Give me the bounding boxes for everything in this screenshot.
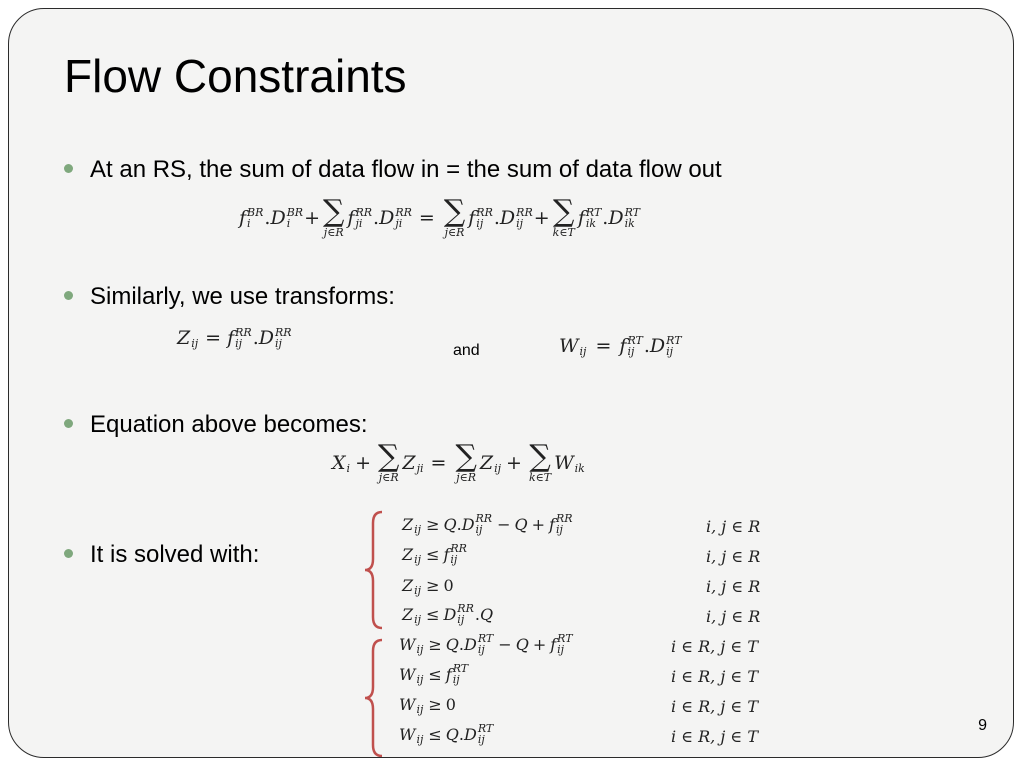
z-transform-equation: Z ij = f RR ij . D RR ij xyxy=(177,326,292,350)
bullet-item xyxy=(64,540,259,570)
w-constraint-condition: i ∈ R, j ∈ T xyxy=(671,637,758,656)
sum-symbol: ∑ j∈R xyxy=(455,439,477,484)
w-transform-equation: W ij = f RT ij . D RT ij xyxy=(559,334,682,358)
bullet-text: Similarly, we use transforms: xyxy=(90,283,395,310)
w-constraint-condition: i ∈ R, j ∈ T xyxy=(671,667,758,686)
z-constraint-condition: i, j ∈ R xyxy=(706,517,761,536)
z-constraint-row: Z ij ≥ Q . D RR ij − Q + f RR ij xyxy=(402,512,573,536)
z-constraints-brace xyxy=(362,509,386,631)
bullet-icon xyxy=(64,419,73,428)
bullet-text: At an RS, the sum of data flow in = the sum of data flow out xyxy=(90,156,722,183)
bullet-item xyxy=(64,410,368,440)
z-constraint-row: Z ij ≥ 0 xyxy=(402,575,454,597)
z-constraint-row: Z ij ≤ f RR ij xyxy=(402,542,467,566)
w-constraint-row: W ij ≤ Q . D RT ij xyxy=(399,722,494,746)
sum-symbol: ∑ k∈T xyxy=(528,439,552,484)
and-connector: and xyxy=(453,342,480,359)
slide-title: Flow Constraints xyxy=(64,50,407,102)
w-constraint-row: W ij ≥ Q . D RT ij − Q + f RT ij xyxy=(399,632,573,656)
bullet-icon xyxy=(64,291,73,300)
sum-symbol: ∑ j∈R xyxy=(377,439,400,484)
bullet-icon xyxy=(64,549,73,558)
sum-symbol: ∑ j∈R xyxy=(443,194,466,239)
bullet-text: It is solved with: xyxy=(90,541,260,568)
w-constraint-condition: i ∈ R, j ∈ T xyxy=(671,727,758,746)
bullet-text: Equation above becomes: xyxy=(90,411,368,438)
sum-symbol: ∑ j∈R xyxy=(323,194,345,239)
w-constraint-condition: i ∈ R, j ∈ T xyxy=(671,697,758,716)
flow-balance-equation: f BR i . D BR i + ∑ j∈R f RR ji . D RR ji = ∑ j∈R f RR ij . D RR ij + ∑ k∈T f RT ik . D RT ik xyxy=(239,194,641,239)
page-number: 9 xyxy=(978,717,987,734)
w-constraint-row: W ij ≥ 0 xyxy=(399,694,456,716)
z-constraint-condition: i, j ∈ R xyxy=(706,547,761,566)
transformed-equation: X i + ∑ j∈R Z ji = ∑ j∈R Z ij + ∑ k∈T W ik xyxy=(332,439,585,484)
bullet-item xyxy=(64,282,395,312)
w-constraints-brace xyxy=(362,637,386,758)
bullet-item xyxy=(64,155,722,185)
z-constraint-condition: i, j ∈ R xyxy=(706,577,761,596)
sum-symbol: ∑ k∈T xyxy=(552,194,575,239)
bullet-icon xyxy=(64,164,73,173)
w-constraint-row: W ij ≤ f RT ij xyxy=(399,662,469,686)
slide xyxy=(8,8,1014,758)
z-constraint-condition: i, j ∈ R xyxy=(706,607,761,626)
z-constraint-row: Z ij ≤ D RR ij . Q xyxy=(402,602,494,626)
